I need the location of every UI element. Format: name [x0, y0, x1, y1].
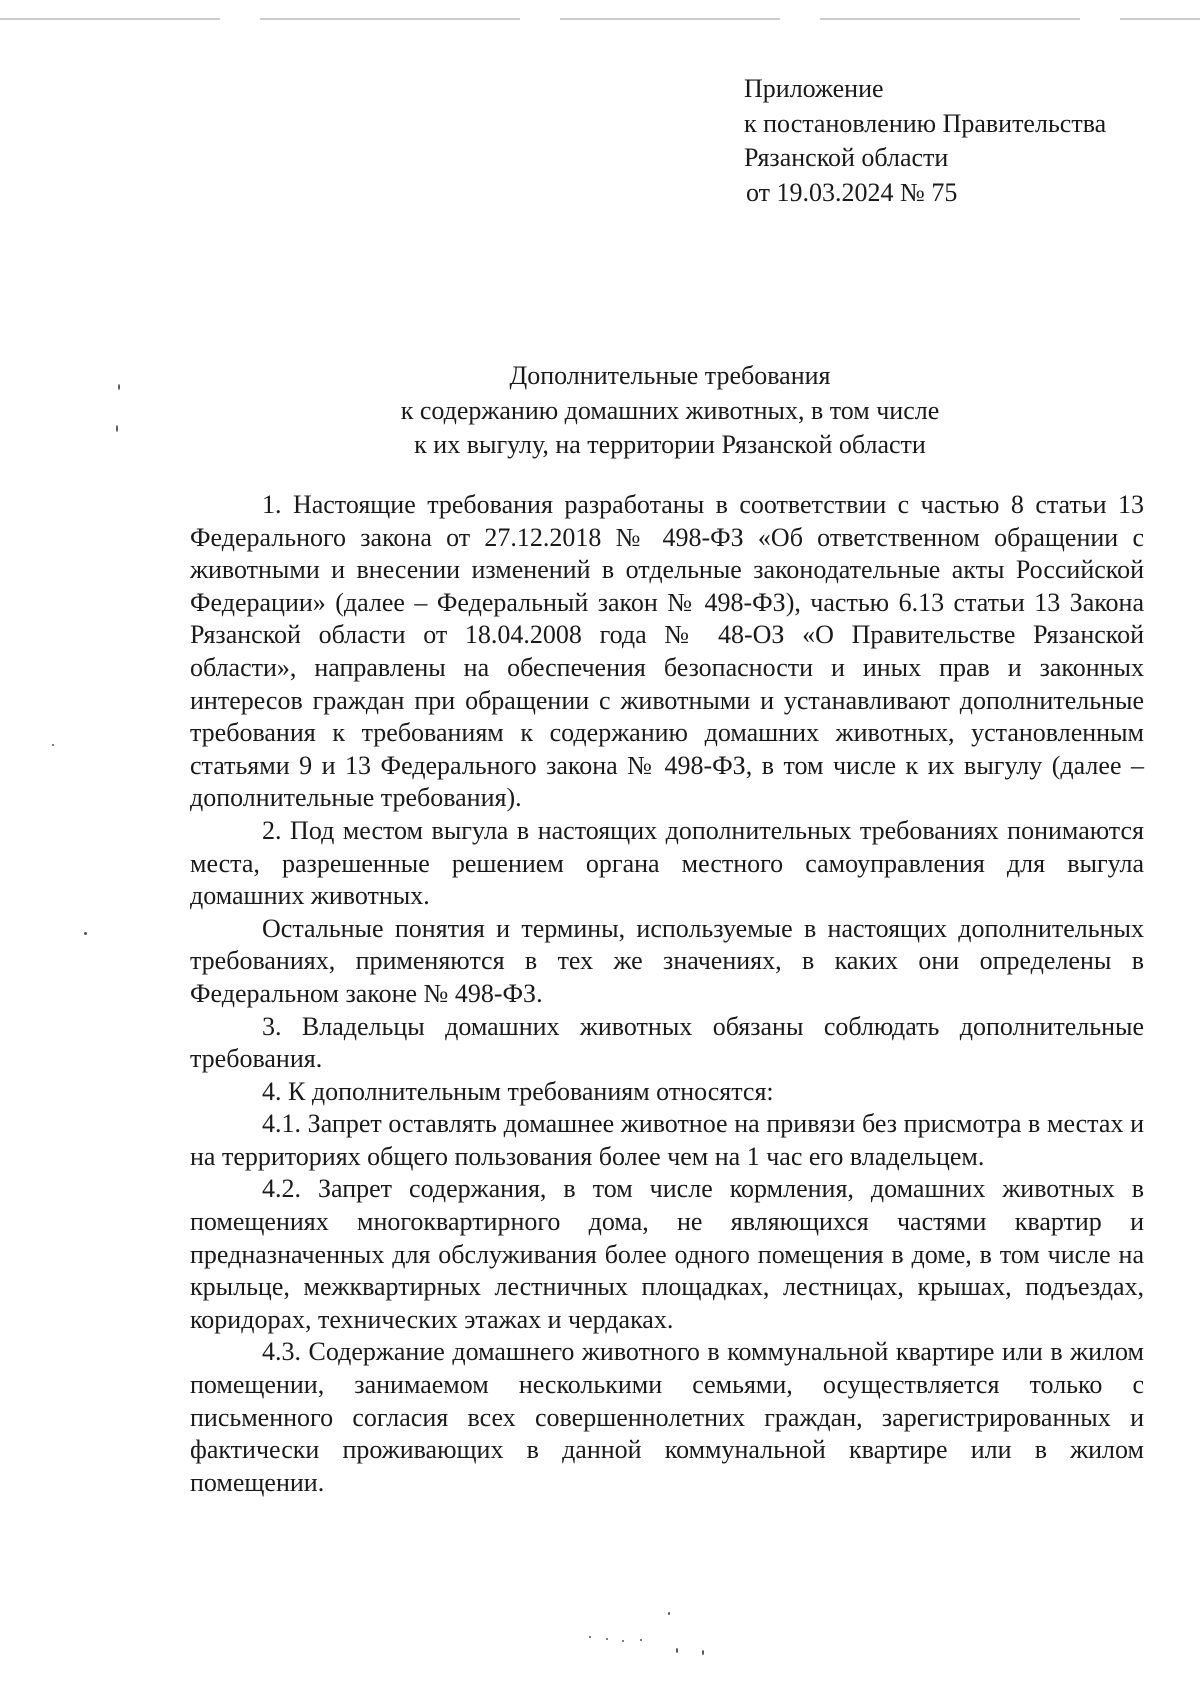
paragraph-4-1: 4.1. Запрет оставлять домашнее животное на привязи без присмотра в местах и на территориях общего пользования более чем на 1 час его владельцем. [190, 1109, 1144, 1171]
paragraph-3: 3. Владельцы домашних животных обязаны соблюдать дополнительные требования. [190, 1011, 1144, 1074]
title-line-2: к содержанию домашних животных, в том числе [400, 395, 940, 425]
scan-speck [589, 1636, 591, 1638]
document-title [190, 359, 1150, 463]
scan-speck [52, 744, 54, 746]
scan-speck [84, 932, 87, 935]
scan-speck [118, 384, 120, 390]
scan-speck [606, 1638, 608, 1640]
title-line-3: к их выгулу, на территории Рязанской области [414, 430, 926, 459]
paragraph-4: 4. К дополнительным требованиям относятся: [262, 1076, 774, 1106]
scan-speck [668, 1612, 670, 1615]
scan-speck [116, 425, 118, 432]
attachment-note [744, 72, 1106, 210]
scan-speck [640, 1639, 642, 1641]
attachment-line-3: Рязанской области [744, 143, 949, 172]
paragraph-1: 1. Настоящие требования разработаны в соответствии с частью 8 статьи 13 Федерального закона от 27.12.2018 № 498-ФЗ «Об ответственном обращении с животными и внесении изменений в отдельные законодательные акты Российской Федерации» (далее – Федеральный закон № 498-ФЗ), частью 6.13 статьи 13 Закона Рязанской области от 18.04.2008 года № 48-ОЗ «О Правительстве Рязанской области», направлены на обеспечения безопасности и иных прав и законных интересов граждан при обращении с животными и устанавливают дополнительные требования к требованиям к содержанию домашних животных, установленным статьями 9 и 13 Федерального закона № 498-ФЗ, в том числе к их выгулу (далее – дополнительные требования). [190, 490, 1144, 813]
paragraph-4-3: 4.3. Содержание домашнего животного в коммунальной квартире или в жилом помещении, занимаемом несколькими семьями, осуществляется только с письменного согласия всех совершеннолетних граждан, зарегистрированных и фактически проживающих в данной коммунальной квартире или в жилом помещении. [190, 1337, 1144, 1497]
attachment-line-1: Приложение [744, 74, 884, 103]
scan-speck [622, 1640, 624, 1642]
document-body [190, 489, 1144, 1499]
title-line-1: Дополнительные требования [509, 361, 831, 390]
scan-speck [676, 1648, 678, 1653]
scan-edge-line [0, 18, 1200, 20]
paragraph-2-continued: Остальные понятия и термины, используемые в настоящих дополнительных требованиях, применяются в тех же значениях, в каких они определены в Федеральном законе № 498-ФЗ. [190, 913, 1144, 1008]
attachment-line-2: к постановлению Правительства [744, 108, 1107, 138]
attachment-date-line: от 19.03.2024 № 75 [746, 177, 958, 207]
paragraph-4-2: 4.2. Запрет содержания, в том числе кормления, домашних животных в помещениях многоквартирного дома, не являющихся частями квартир и предназначенных для обслуживания более одного помещения в доме, в том числе на крыльце, межквартирных лестничных площадках, лестницах, крышах, подъездах, коридорах, технических этажах и чердаках. [190, 1174, 1144, 1334]
paragraph-2: 2. Под местом выгула в настоящих дополнительных требованиях понимаются места, разрешенные решением органа местного самоуправления для выгула домашних животных. [190, 815, 1144, 911]
scan-speck [702, 1650, 704, 1655]
